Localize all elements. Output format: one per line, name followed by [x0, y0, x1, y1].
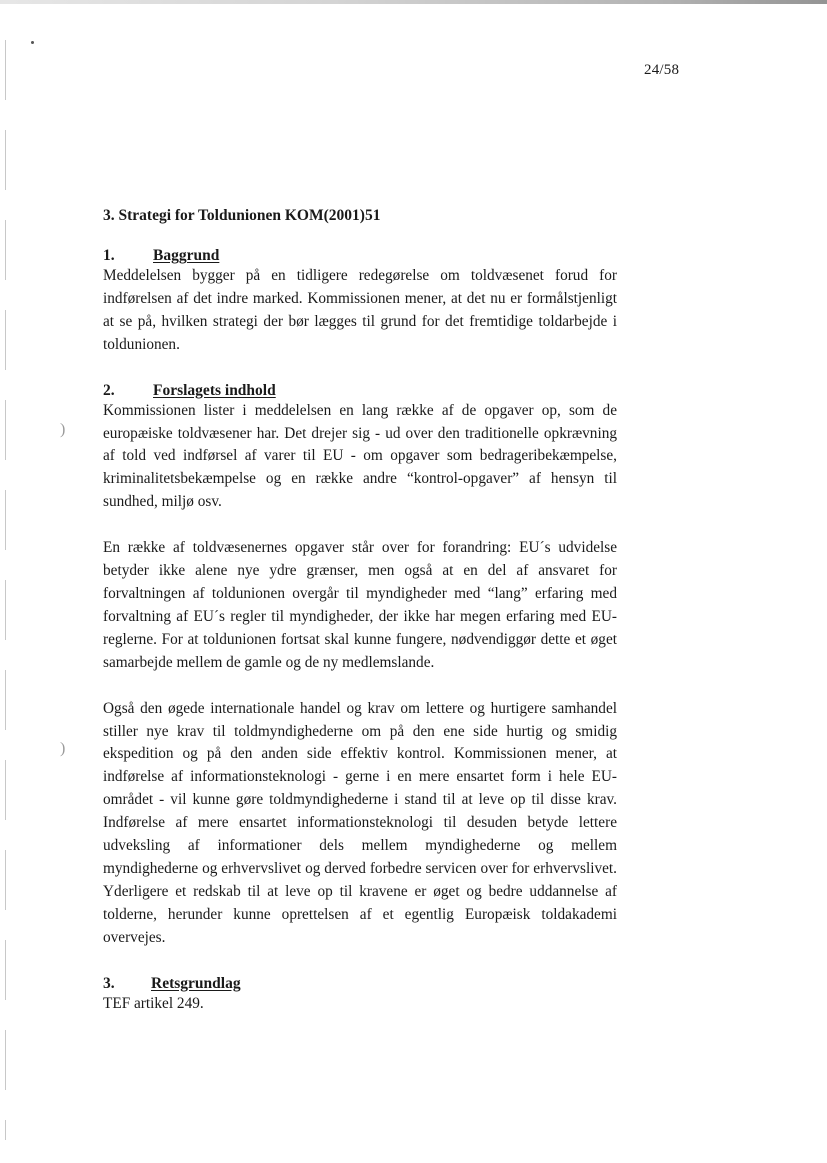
scan-left-edge	[5, 40, 6, 1140]
scan-hole-mark: )	[60, 740, 66, 757]
page-number: 24/58	[644, 62, 680, 78]
document-title: 3. Strategi for Toldunionen KOM(2001)51	[103, 207, 381, 224]
section-forslagets-indhold	[103, 381, 617, 950]
paragraph: En række af toldvæsenernes opgaver står over for forandring: EU´s udvidelse betyder ikke alene nye ydre grænser, men også at en del af ansvaret for forvaltningen af toldunionen overgår til myndigheder med “lang” erfaring med forvaltning af EU´s regler til myndigheder, der ikke har megen erfaring med EU-reglerne. For at toldunionen fortsat skal kunne fungere, nødvendiggør dette et øget samarbejde mellem de gamle og de ny medlemslande.	[103, 539, 617, 671]
section-heading	[103, 246, 617, 265]
document-body	[103, 206, 617, 1015]
section-number: 1.	[103, 247, 115, 264]
section-number: 2.	[103, 381, 115, 399]
scan-top-edge	[0, 0, 827, 4]
scan-speck	[31, 41, 34, 44]
section-baggrund	[103, 246, 617, 357]
section-title: Forslagets indhold	[153, 381, 276, 399]
paragraph: Kommissionen lister i meddelelsen en lang række af de opgaver op, som de europæiske toldvæsener har. Det drejer sig - ud over den traditionelle opkrævning af told ved indførsel af varer til EU - om opgaver som bedrageribekæmpelse, kriminalitetsbekæmpelse og en række andre “kontrol-opgaver” af hensyn til sundhed, miljø osv.	[103, 401, 617, 511]
section-title: Baggrund	[153, 247, 220, 264]
section-retsgrundlag	[103, 974, 617, 1016]
paragraph: TEF artikel 249.	[103, 994, 204, 1012]
section-heading	[103, 381, 617, 400]
scan-hole-mark: )	[60, 421, 66, 438]
paragraph: Meddelelsen bygger på en tidligere redegørelse om toldvæsenet forud for indførelsen af det indre marked. Kommissionen mener, at det nu er formålstjenligt at se på, hvilken strategi der bør lægges til grund for det fremtidige toldarbejde i toldunionen.	[103, 267, 617, 353]
paragraph: Også den øgede internationale handel og krav om lettere og hurtigere samhandel stiller nye krav til toldmyndighederne om på den ene side hurtig og smidig ekspedition og på den anden side effektiv kontrol. Kommissionen mener, at indførelse af informationsteknologi - gerne i en mere ensartet form i hele EU-området - vil kunne gøre toldmyndighederne i stand til at leve op til disse krav. Indførelse af mere ensartet informationsteknologi til desuden betyde lettere udveksling af informationer dels mellem myndighederne og mellem myndighederne og erhvervslivet og derved forbedre servicen over for erhvervslivet. Yderligere et redskab til at leve op til kravene er øget og bedre uddannelse af tolderne, herunder kunne oprettelsen af et egentlig Europæisk toldakademi overvejes.	[103, 699, 617, 946]
section-heading	[103, 974, 617, 993]
section-number: 3.	[103, 974, 115, 992]
section-title: Retsgrundlag	[151, 974, 241, 992]
